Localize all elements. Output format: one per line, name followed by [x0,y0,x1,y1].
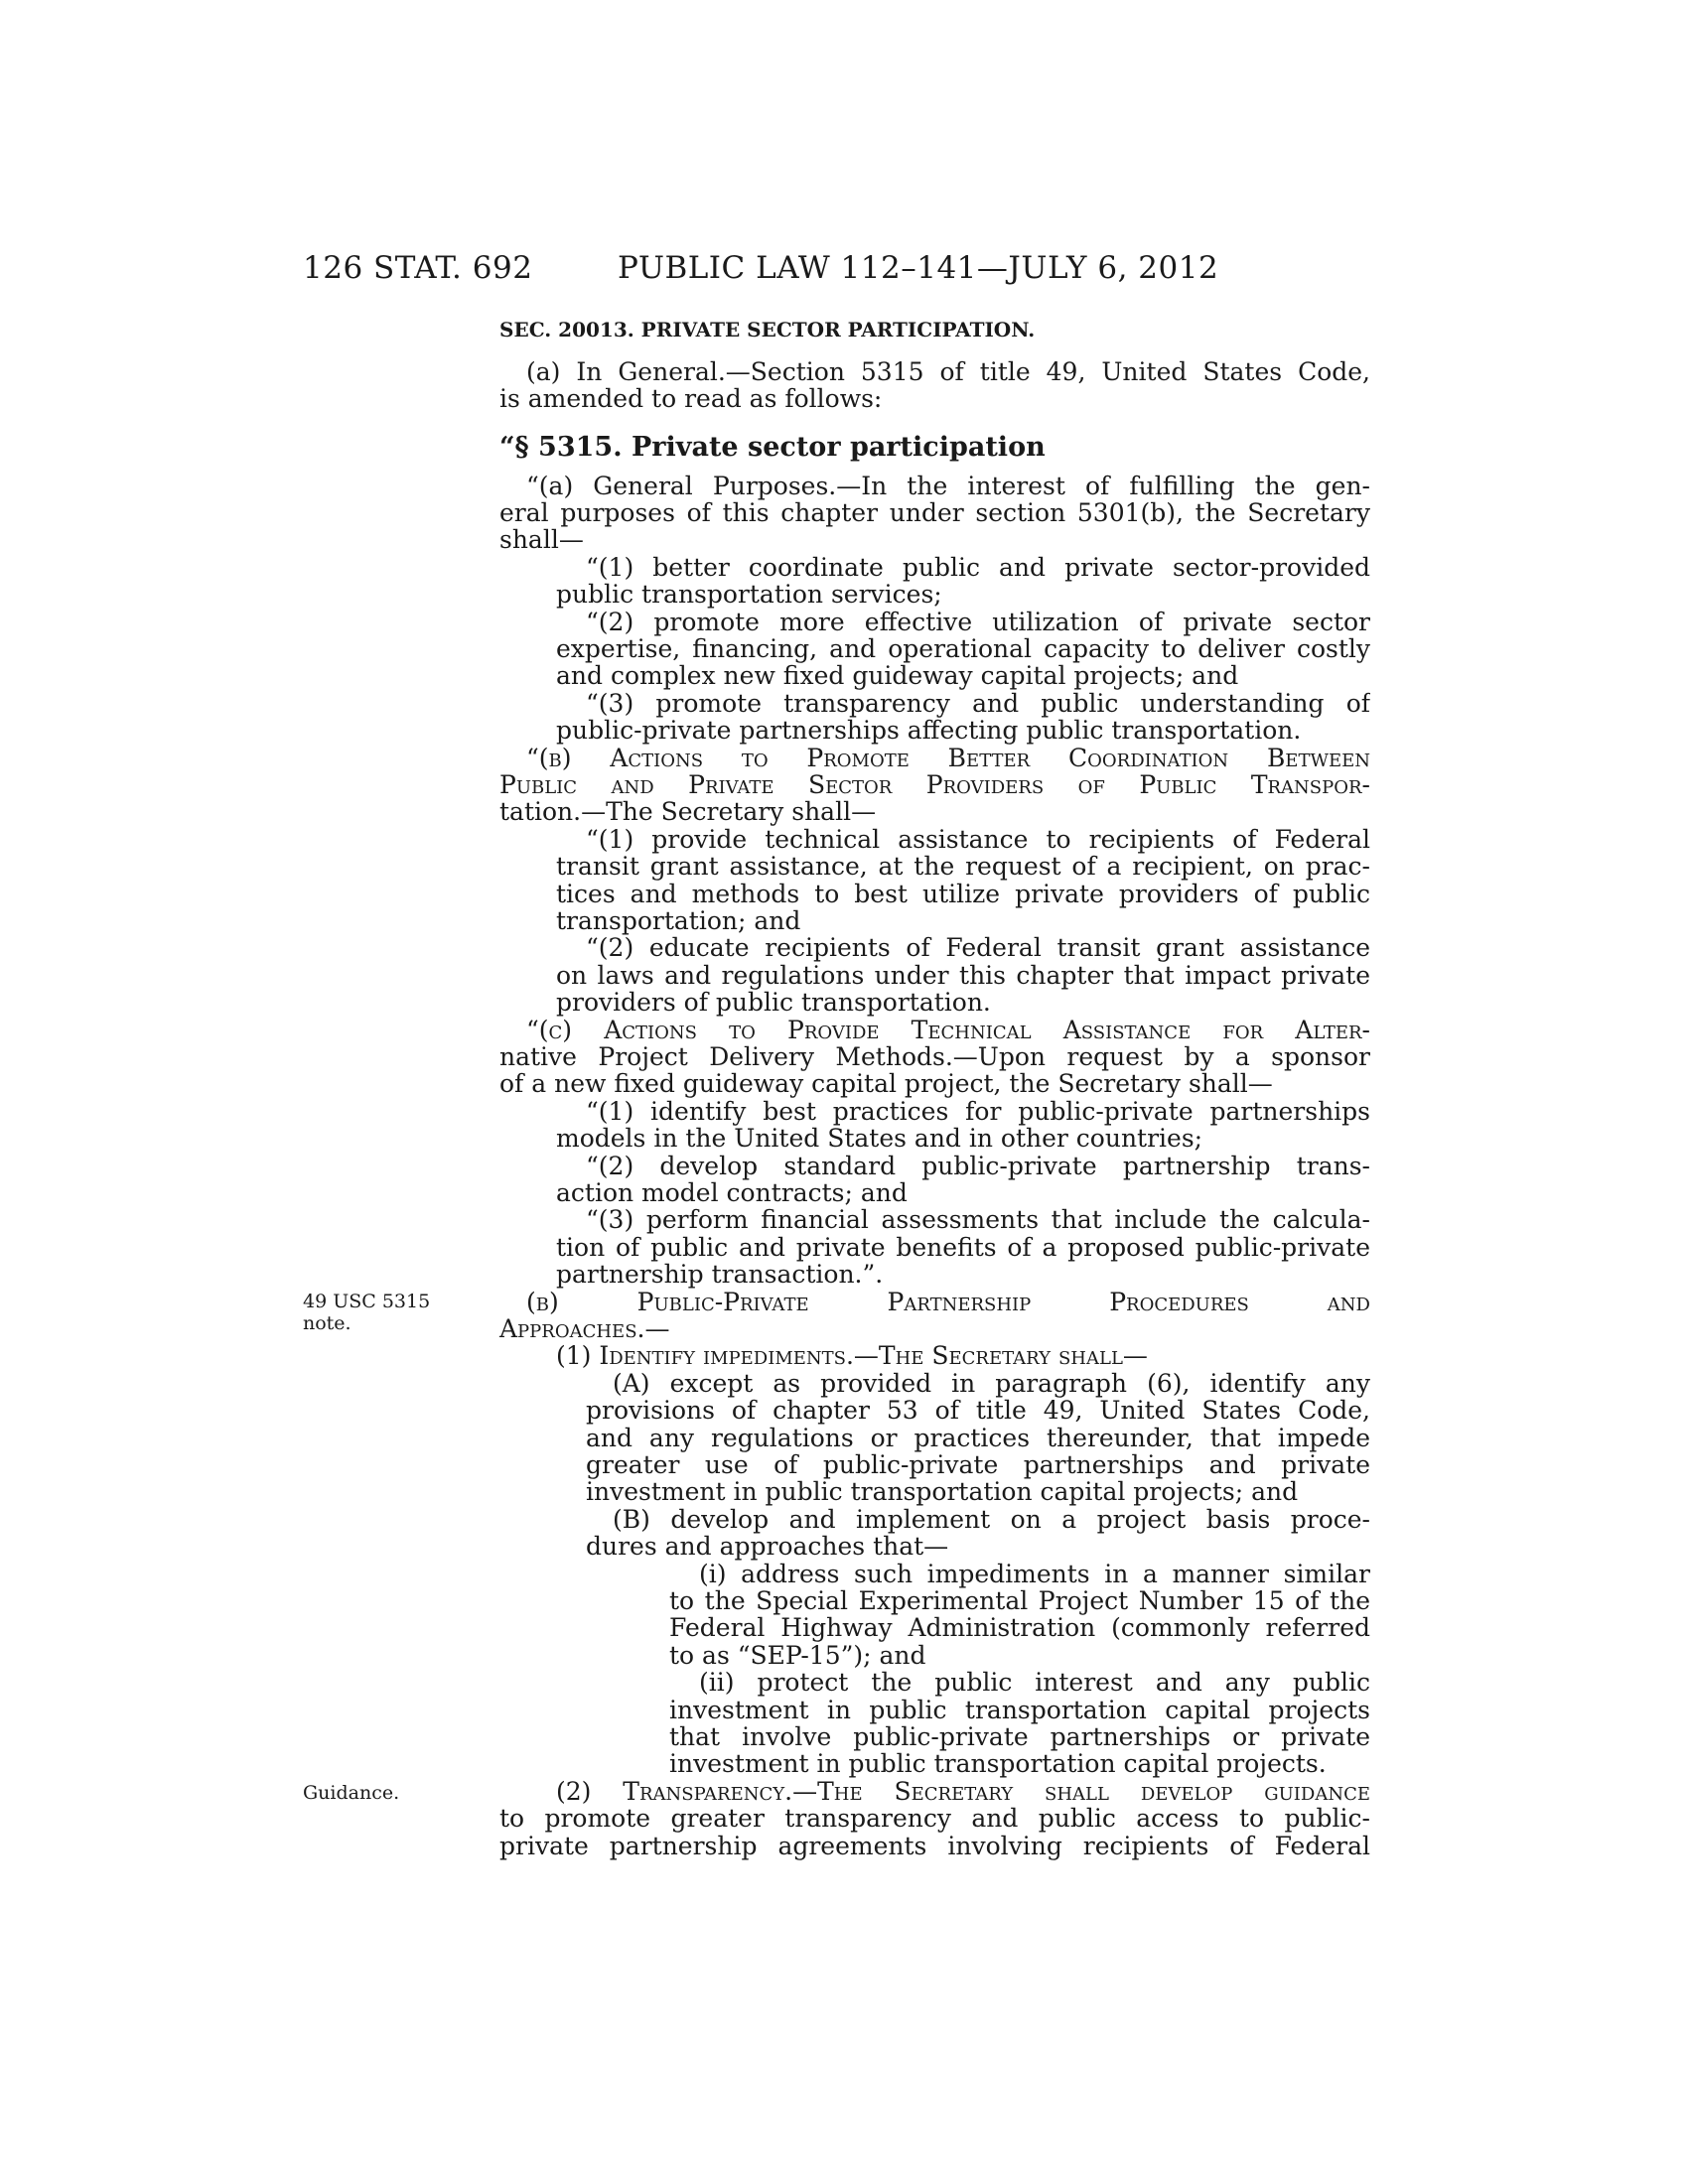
body-line: to as “SEP-15”); and [669,1641,926,1670]
body-line: “(2) educate recipients of Federal transit grant assistance [586,934,1370,962]
body-line: action model contracts; and [556,1178,908,1207]
body-line: Federal Highway Administration (commonly referred [669,1614,1370,1642]
margin-note-usc [303,1291,430,1334]
body-line: (ii) protect the public interest and any public [699,1669,1370,1697]
body-line: “(a) General Purposes.—In the interest of fulfilling the gen- [526,473,1370,500]
body-line: transportation; and [556,906,801,935]
body-line: and any regulations or practices thereunder, that impede [586,1425,1370,1452]
body-line: eral purposes of this chapter under section 5301(b), the Secretary [499,499,1370,527]
body-line: Approaches.— [499,1314,670,1343]
body-line: “(1) identify best practices for public-private partnerships [586,1098,1370,1126]
body-line: models in the United States and in other countries; [556,1124,1203,1153]
margin-note-usc-line2: note. [303,1312,352,1334]
body-line: (b) Public-Private Partnership Procedures and [526,1289,1370,1316]
body-line: “(1) provide technical assistance to recipients of Federal [586,826,1370,854]
body-line: “(c) Actions to Provide Technical Assistance for Alter- [526,1017,1370,1044]
body-line: tion of public and private benefits of a proposed public-private [556,1234,1370,1262]
body-line: tation.—The Secretary shall— [499,797,877,826]
body-line: to the Special Experimental Project Number 15 of the [669,1587,1370,1615]
body-line: investment in public transportation capital projects. [669,1749,1327,1778]
body-line: “(2) develop standard public-private partnership trans- [586,1153,1370,1180]
body-line: “(1) better coordinate public and private sector-provided [586,554,1370,582]
body-line: “(3) perform financial assessments that include the calcula- [586,1206,1370,1234]
body-line: “(3) promote transparency and public understanding of [586,690,1370,718]
body-line: (1) Identify impediments.—The Secretary shall— [556,1341,1148,1370]
body-line: “(b) Actions to Promote Better Coordination Between [526,745,1370,772]
margin-note-usc-line1: 49 USC 5315 [303,1291,431,1312]
body-line: providers of public transportation. [556,988,991,1017]
body-line: private partnership agreements involving recipients of Federal [499,1833,1370,1860]
body-line: (2) Transparency.—The Secretary shall develop guidance [556,1778,1370,1806]
body-line: shall— [499,525,584,554]
body-line: “(2) promote more effective utilization of private sector [586,609,1370,636]
body-line: that involve public-private partnerships or private [669,1723,1370,1751]
body-line: public-private partnerships affecting public transportation. [556,716,1302,745]
body-line: investment in public transportation capital projects [669,1697,1370,1724]
running-header-title: PUBLIC LAW 112–141—JULY 6, 2012 [618,250,1219,286]
body-line: (a) In General.—Section 5315 of title 49, United States Code, [526,358,1370,386]
statute-section-heading: “§ 5315. Private sector participation [499,432,1046,463]
body-line: of a new fixed guideway capital project, the Secretary shall— [499,1069,1273,1098]
body-line: partnership transaction.”. [556,1260,884,1289]
body-line: dures and approaches that— [586,1532,949,1561]
body-line: native Project Delivery Methods.—Upon request by a sponsor [499,1043,1370,1071]
body-line: provisions of chapter 53 of title 49, United States Code, [586,1397,1370,1425]
body-line: on laws and regulations under this chapter that impact private [556,962,1370,990]
body-line: (i) address such impediments in a manner similar [699,1561,1370,1588]
page-stat-number: 126 STAT. 692 [303,250,533,286]
body-line: Public and Private Sector Providers of Public Transpor- [499,771,1370,799]
body-line: and complex new fixed guideway capital projects; and [556,661,1239,690]
body-line: transit grant assistance, at the request of a recipient, on prac- [556,853,1370,881]
body-line: expertise, financing, and operational capacity to deliver costly [556,635,1370,663]
body-line: greater use of public-private partnerships and private [586,1451,1370,1479]
body-line: is amended to read as follows: [499,384,883,413]
body-line: public transportation services; [556,580,942,609]
body-line: investment in public transportation capital projects; and [586,1477,1299,1506]
margin-note-guidance: Guidance. [303,1782,400,1804]
body-line: tices and methods to best utilize private providers of public [556,881,1370,908]
body-line: (A) except as provided in paragraph (6), identify any [613,1370,1370,1398]
section-heading: SEC. 20013. PRIVATE SECTOR PARTICIPATION. [499,318,1036,341]
body-line: to promote greater transparency and public access to public- [499,1805,1370,1833]
body-line: (B) develop and implement on a project basis proce- [613,1506,1370,1534]
